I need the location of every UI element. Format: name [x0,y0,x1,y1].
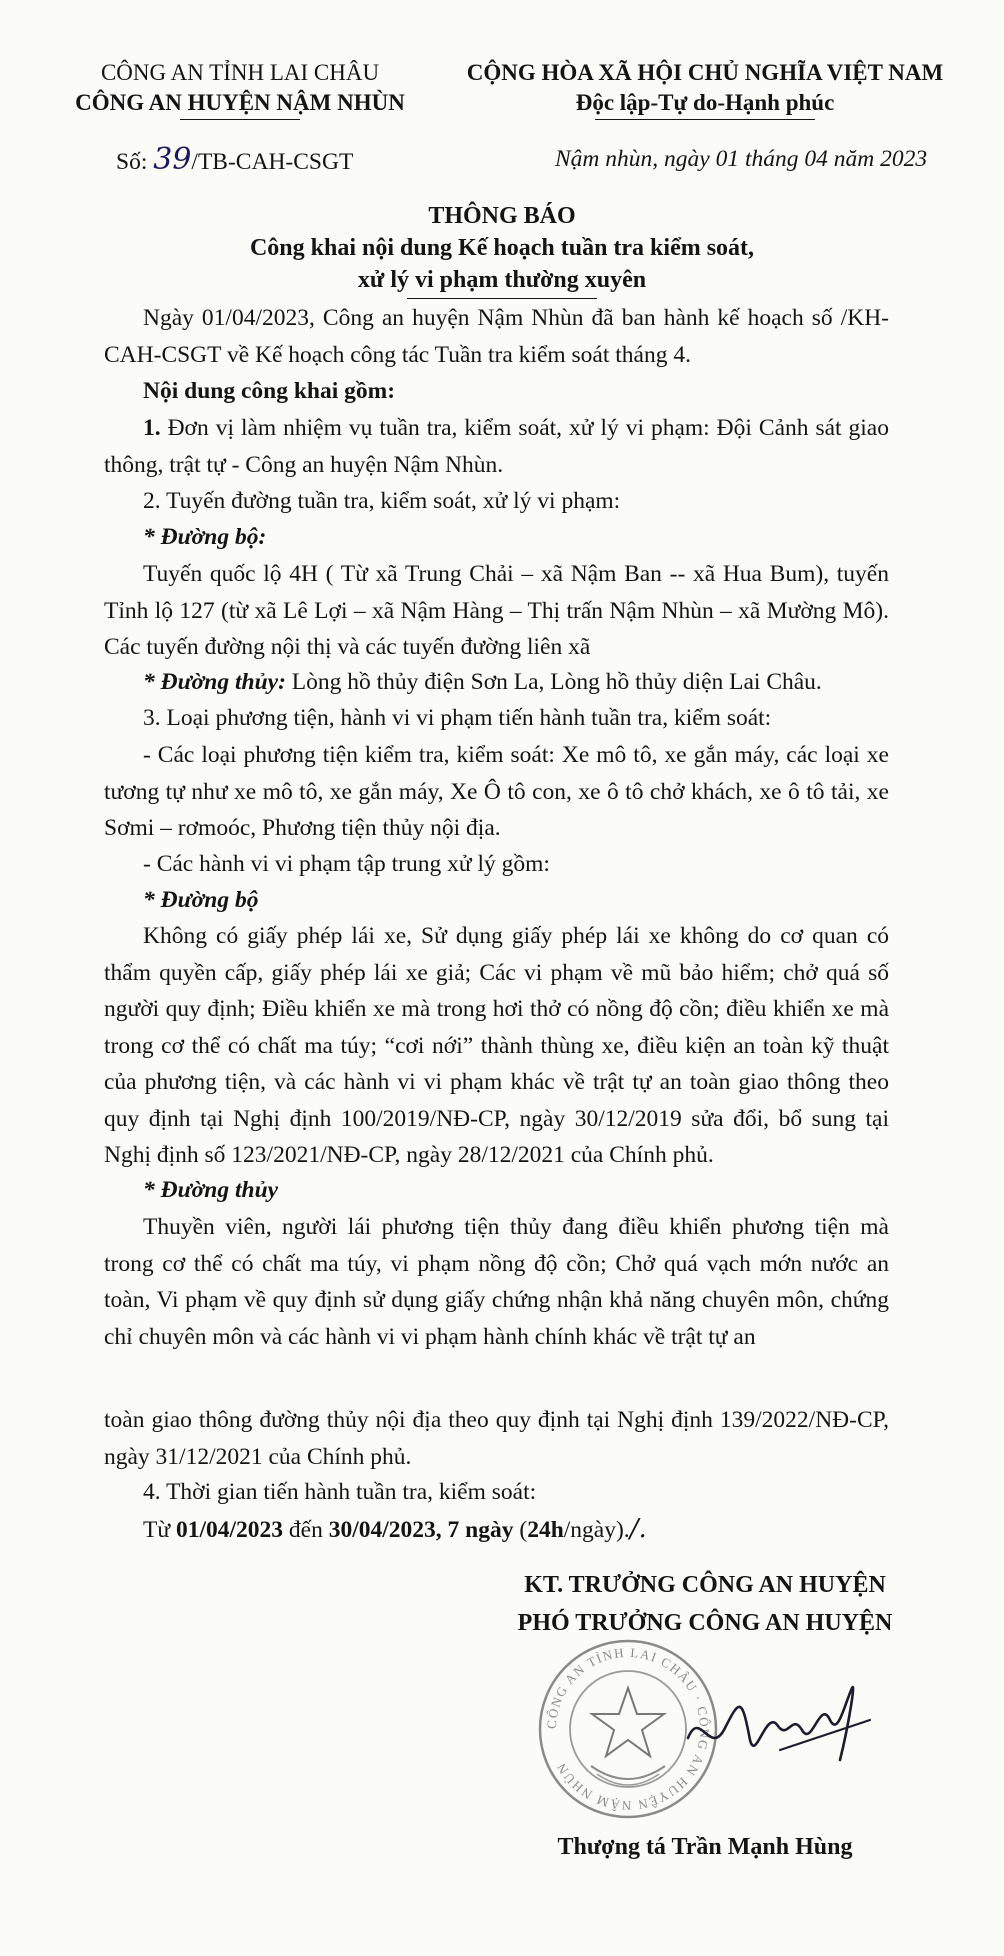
section-4: 4. Thời gian tiến hành tuần tra, kiểm soát: [143,1479,537,1505]
doc-number-suffix: /TB-CAH-CSGT [191,149,354,175]
period-24h: 24h [527,1517,564,1543]
period-end: 30/04/2023, 7 ngày [328,1517,514,1543]
section-2: 2. Tuyến đường tuần tra, kiểm soát, xử lý vi phạm: [143,488,621,514]
section-1-number: 1. [143,415,161,441]
content-heading: Nội dung công khai gồm: [143,378,396,404]
water-violations-continued: toàn giao thông đường thủy nội địa theo quy định tại Nghị định 139/2022/NĐ-CP, ngày 31/12/2021 của Chính phủ. [104,1407,889,1470]
handwritten-signature [680,1668,880,1778]
vehicle-types: - Các loại phương tiện kiểm tra, kiểm soát: Xe mô tô, xe gắn máy, các loại xe tương tự như xe mô tô, xe gắn máy, Xe Ô tô con, xe ô tô chở khách, xe ô tô tải, xe Sơmi – rơmoóc, Phương tiện thủy nội địa. [104,742,889,841]
road-label-2: * Đường bộ [143,887,259,913]
period-from: Từ [143,1517,176,1543]
handwritten-end-mark: /. [629,1514,647,1544]
signature-title-2: PHÓ TRƯỞNG CÔNG AN HUYỆN [517,1610,893,1636]
agency-name: CÔNG AN HUYỆN NẬM NHÙN [75,90,405,115]
handwritten-number: 39 [153,142,192,177]
section-1 [104,410,889,483]
notice-title: THÔNG BÁO [428,203,576,229]
motto-underline [595,119,815,120]
signer-name: Thượng tá Trần Mạnh Hùng [557,1834,853,1860]
period-paren: ( [513,1517,528,1543]
water-label-2: * Đường thủy [143,1177,279,1203]
place-date: Nậm nhùn, ngày 01 tháng 04 năm 2023 [555,146,928,172]
water-routes [143,664,822,701]
road-violations: Không có giấy phép lái xe, Sử dụng giấy phép lái xe không do cơ quan có thẩm quyền cấp, giấy phép lái xe giả; Các vi phạm về mũ bảo hiểm; chở quá số người quy định; Điều khiển xe mà trong hơi thở có nồng độ cồn; điều khiển xe mà trong cơ thể có chất ma túy; “cơi nới” thành thùng xe, điều kiện an toàn kỹ thuật của phương tiện, và các hành vi vi phạm khác về trật tự an toàn giao thông theo quy định tại Nghị định 100/2019/NĐ-CP, ngày 30/12/2019 sửa đổi, bổ sung tại Nghị định số 123/2021/NĐ-CP, ngày 28/12/2021 của Chính phủ. [104,923,889,1168]
national-title: CỘNG HÒA XÃ HỘI CHỦ NGHĨA VIỆT NAM [466,60,944,85]
water-violations: Thuyền viên, người lái phương tiện thủy đang điều khiển phương tiện mà trong cơ thể có chất ma túy, vi phạm nồng độ cồn; Chở quá vạch mớn nước an toàn, Vi phạm về quy định sử dụng giấy chứng nhận khả năng chuyên môn, chứng chỉ chuyên môn và các hành vi vi phạm hành chính khác về trật tự an [104,1214,889,1350]
signature-block [470,1566,940,1642]
agency-header [70,58,410,120]
national-header [430,58,980,120]
title-underline [407,298,597,299]
period-tail: /ngày). [563,1517,630,1543]
patrol-period [143,1511,647,1549]
notice-title-block [0,200,1004,299]
water-label: * Đường thủy: [143,669,286,695]
seal-text: CÔNG AN TỈNH LAI CHÂU · CÔNG AN HUYỆN NẬM NHÙN [543,1644,713,1814]
section-3: 3. Loại phương tiện, hành vi vi phạm tiến hành tuần tra, kiểm soát: [143,705,772,731]
road-label: * Đường bộ: [143,524,267,550]
road-routes: Tuyến quốc lộ 4H ( Từ xã Trung Chải – xã Nậm Ban -- xã Hua Bum), tuyến Tỉnh lộ 127 (từ xã Lê Lợi – xã Nậm Hàng – Thị trấn Nậm Nhùn – xã Mường Mô). Các tuyến đường nội thị và các tuyến đường liên xã [104,561,889,660]
intro-paragraph: Ngày 01/04/2023, Công an huyện Nậm Nhùn đã ban hành kế hoạch số /KH-CAH-CSGT về Kế hoạch công tác Tuần tra kiểm soát tháng 4. [104,305,889,368]
signature-title-1: KT. TRƯỞNG CÔNG AN HUYỆN [524,1572,886,1598]
period-start: 01/04/2023 [175,1517,284,1543]
section-1-text: Đơn vị làm nhiệm vụ tuần tra, kiểm soát, xử lý vi phạm: Đội Cảnh sát giao thông, trật tự - Công an huyện Nậm Nhùn. [104,415,889,478]
doc-number-prefix: Số: [116,149,154,175]
period-mid: đến [283,1517,329,1543]
document-number [116,142,353,177]
water-text: Lòng hồ thủy điện Sơn La, Lòng hồ thủy diện Lai Châu. [285,669,822,695]
violations-intro: - Các hành vi vi phạm tập trung xử lý gồm: [143,851,550,877]
agency-underline [180,119,300,120]
notice-subtitle-1: Công khai nội dung Kế hoạch tuần tra kiểm soát, [249,235,755,261]
agency-parent: CÔNG AN TỈNH LAI CHÂU [100,60,380,85]
national-motto: Độc lập-Tự do-Hạnh phúc [575,90,835,115]
notice-subtitle-2: xử lý vi phạm thường xuyên [357,267,647,293]
